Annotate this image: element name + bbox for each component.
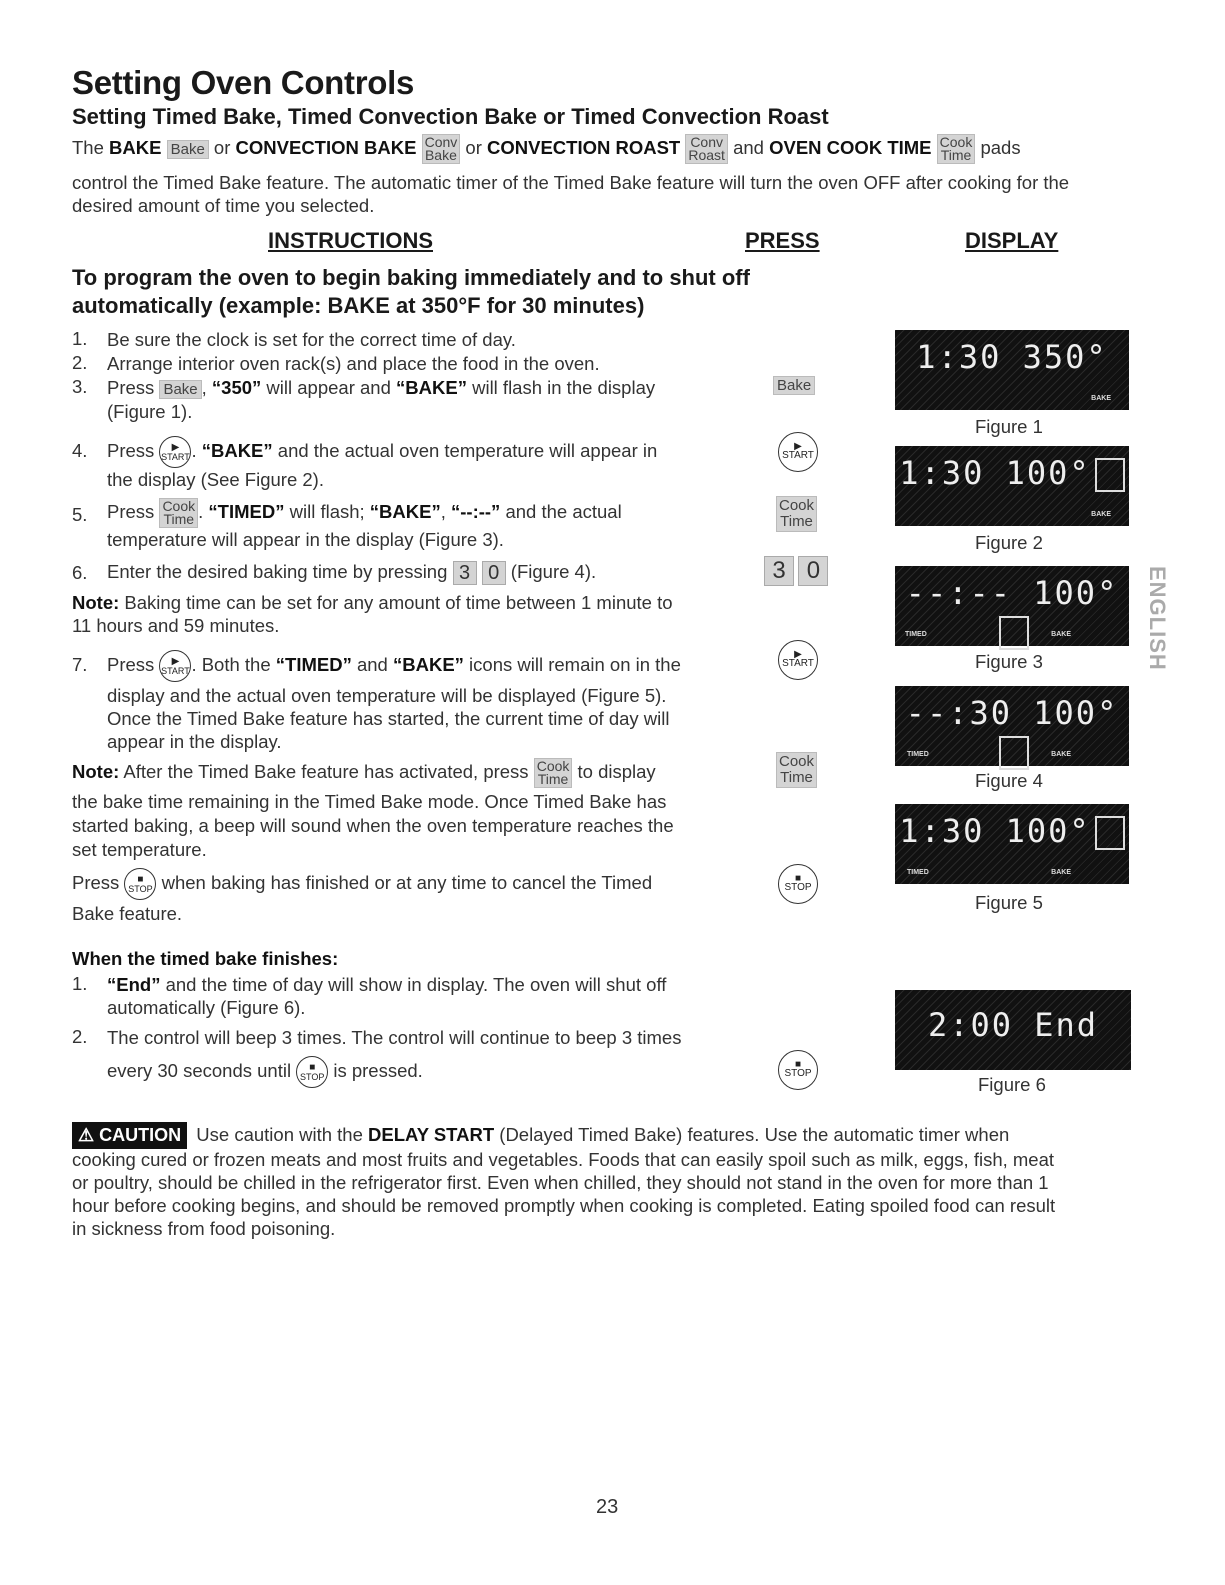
display-readout bbox=[895, 574, 1129, 650]
step-text: “BAKE” bbox=[201, 439, 273, 461]
page-title: Setting Oven Controls bbox=[72, 64, 415, 101]
step-text: “BAKE” bbox=[393, 653, 464, 675]
figure-caption: Figure 6 bbox=[978, 1074, 1046, 1095]
step-2: Arrange interior oven rack(s) and place the food in the oven. bbox=[107, 353, 600, 374]
stop-button-icon: ■ STOP bbox=[124, 868, 156, 900]
step-text: Enter the desired baking time by pressing bbox=[107, 561, 453, 582]
instructions-header: INSTRUCTIONS bbox=[268, 228, 433, 253]
step-text: when baking has finished or at any time to cancel the Timed bbox=[156, 871, 653, 893]
intro-bake: BAKE bbox=[109, 136, 162, 158]
note-2-cont: set temperature. bbox=[72, 839, 207, 860]
section-subtitle: Setting Timed Bake, Timed Convection Bake or Timed Convection Roast bbox=[72, 104, 829, 129]
program-heading-2: automatically (example: BAKE at 350°F for 30 minutes) bbox=[72, 293, 645, 318]
pad-line: Conv bbox=[424, 134, 458, 150]
pad-line: Cook bbox=[779, 497, 815, 514]
caution-line-1 bbox=[72, 1122, 1009, 1149]
intro-conv-bake: CONVECTION BAKE bbox=[235, 136, 417, 158]
readout-text: 1:30 100° bbox=[899, 812, 1091, 850]
intro-oven-cook-time: OVEN COOK TIME bbox=[769, 136, 932, 158]
step-number: 4. bbox=[72, 440, 88, 461]
pad-line: Cook bbox=[779, 753, 815, 770]
stop-instruction bbox=[72, 868, 652, 900]
step-text: “--:--” bbox=[451, 500, 501, 522]
step-6 bbox=[107, 560, 596, 585]
key-0: 0 bbox=[482, 561, 506, 585]
stop-button-icon: ■ STOP bbox=[778, 864, 818, 904]
press-keys bbox=[764, 556, 828, 586]
stop-button-icon: ■ STOP bbox=[296, 1056, 328, 1088]
press-cook-time bbox=[776, 752, 817, 788]
caution-line-2: cooking cured or frozen meats and most fruits and vegetables. Foods that can easily spoil such as milk, eggs, fish, meat bbox=[72, 1149, 1055, 1170]
step-text: , bbox=[440, 500, 451, 522]
caution-text: Use caution with the bbox=[191, 1124, 369, 1145]
note-2-cont: the bake time remaining in the Timed Bake mode. Once Timed Bake has bbox=[72, 791, 667, 812]
cook-time-pad bbox=[534, 758, 573, 788]
press-start bbox=[778, 432, 818, 472]
pad-label: STOP bbox=[784, 1068, 812, 1079]
step-number: 2. bbox=[72, 352, 88, 373]
intro-text: The bbox=[72, 136, 110, 158]
display-readout bbox=[895, 694, 1129, 770]
step-text: . bbox=[191, 439, 202, 461]
start-button-icon: ▶ START bbox=[159, 650, 191, 682]
caution-label: CAUTION bbox=[99, 1125, 182, 1145]
display-header: DISPLAY bbox=[965, 228, 1059, 253]
display-readout: 1:30 350° bbox=[916, 338, 1108, 376]
step-text: . bbox=[198, 500, 209, 522]
pad-line: Time bbox=[537, 771, 569, 787]
pad-line: Bake bbox=[424, 147, 457, 163]
step-text: “TIMED” bbox=[208, 500, 285, 522]
display-box-icon bbox=[999, 616, 1029, 650]
cook-time-pad bbox=[776, 752, 817, 788]
step-text: “End” bbox=[107, 974, 161, 995]
intro-text: or bbox=[460, 136, 487, 158]
caution-line-5: in sickness from food poisoning. bbox=[72, 1218, 336, 1239]
step-5 bbox=[107, 498, 622, 528]
note-label: Note: bbox=[72, 592, 120, 613]
caution-badge bbox=[72, 1122, 187, 1149]
finish-heading: When the timed bake finishes: bbox=[72, 948, 339, 969]
display-readout bbox=[895, 454, 1129, 492]
pad-line: Cook bbox=[162, 498, 196, 514]
caution-line-3: or poultry, should be chilled in the refrigerator first. Even when chilled, they should not stand in the oven for more than 1 bbox=[72, 1172, 1049, 1193]
figure-caption: Figure 5 bbox=[975, 892, 1043, 913]
pad-label: STOP bbox=[300, 1072, 325, 1082]
display-figure-4 bbox=[895, 686, 1129, 766]
display-readout bbox=[895, 812, 1129, 850]
step-7-cont: display and the actual oven temperature will be displayed (Figure 5). bbox=[107, 685, 667, 706]
note-label: Note: bbox=[72, 760, 120, 782]
step-number: 6. bbox=[72, 562, 88, 583]
pad-label: STOP bbox=[128, 884, 153, 894]
caution-text: DELAY START bbox=[368, 1124, 495, 1145]
step-text: Press bbox=[107, 500, 160, 522]
step-text: every 30 seconds until bbox=[107, 1059, 297, 1081]
step-number: 7. bbox=[72, 654, 88, 675]
display-figure-6 bbox=[895, 990, 1131, 1070]
bake-indicator: BAKE bbox=[1051, 631, 1071, 638]
bake-indicator: BAKE bbox=[1091, 511, 1111, 518]
note-text: Baking time can be set for any amount of time between 1 minute to bbox=[119, 592, 673, 613]
note-2-cont: started baking, a beep will sound when the oven temperature reaches the bbox=[72, 815, 674, 836]
stop-button-icon: ■ STOP bbox=[778, 1050, 818, 1090]
figure-caption: Figure 4 bbox=[975, 770, 1043, 791]
bake-pad: Bake bbox=[167, 140, 209, 159]
intro-line-3: desired amount of time you selected. bbox=[72, 195, 375, 216]
press-stop bbox=[778, 1050, 818, 1090]
step-text: will flash in the display bbox=[466, 377, 656, 398]
figure-caption: Figure 1 bbox=[975, 416, 1043, 437]
step-text: will flash; bbox=[284, 500, 370, 522]
pad-line: Time bbox=[940, 147, 972, 163]
press-bake bbox=[773, 376, 815, 395]
intro-line-1 bbox=[72, 134, 1021, 164]
start-button-icon: ▶ START bbox=[778, 432, 818, 472]
step-text: and bbox=[351, 653, 393, 675]
pad-label: STOP bbox=[784, 882, 812, 893]
step-text: Press bbox=[107, 653, 160, 675]
display-figure-3 bbox=[895, 566, 1129, 646]
step-text: and the actual oven temperature will appear in bbox=[272, 439, 658, 461]
pad-label: START bbox=[161, 452, 190, 462]
step-text: icons will remain on in the bbox=[463, 653, 681, 675]
timed-indicator: TIMED bbox=[907, 751, 929, 758]
finish-step-2-cont bbox=[107, 1056, 423, 1088]
cook-time-pad bbox=[159, 498, 198, 528]
timed-indicator: TIMED bbox=[907, 869, 929, 876]
figure-caption: Figure 2 bbox=[975, 532, 1043, 553]
cook-time-pad bbox=[776, 496, 817, 532]
bake-indicator: BAKE bbox=[1051, 869, 1071, 876]
display-figure-5 bbox=[895, 804, 1129, 884]
key-3: 3 bbox=[764, 556, 794, 586]
step-text: is pressed. bbox=[328, 1059, 423, 1081]
step-4 bbox=[107, 436, 657, 468]
step-7-cont: Once the Timed Bake feature has started, the current time of day will bbox=[107, 708, 670, 729]
step-number: 1. bbox=[72, 973, 88, 994]
step-text: and the time of day will show in display. The oven will shut off bbox=[160, 974, 667, 995]
start-button-icon: ▶ START bbox=[778, 640, 818, 680]
pad-line: Cook bbox=[939, 134, 973, 150]
key-0: 0 bbox=[798, 556, 828, 586]
intro-text: and bbox=[727, 136, 770, 158]
pad-line: Cook bbox=[536, 758, 570, 774]
step-number: 2. bbox=[72, 1026, 88, 1047]
press-stop bbox=[778, 864, 818, 904]
bake-pad: Bake bbox=[159, 380, 201, 399]
pad-label: START bbox=[782, 450, 814, 461]
press-header: PRESS bbox=[745, 228, 820, 253]
readout-text: --:-- 100° bbox=[905, 574, 1119, 612]
step-1: Be sure the clock is set for the correct time of day. bbox=[107, 329, 516, 350]
step-text: “350” bbox=[211, 377, 262, 398]
pad-line: Roast bbox=[688, 147, 725, 163]
step-text: and the actual bbox=[500, 500, 622, 522]
step-3 bbox=[107, 376, 655, 399]
step-text: Press bbox=[72, 871, 125, 893]
conv-roast-pad bbox=[685, 134, 728, 164]
warning-icon: ⚠ bbox=[78, 1125, 95, 1145]
intro-line-2: control the Timed Bake feature. The automatic timer of the Timed Bake feature will turn the oven OFF after cooking for the bbox=[72, 172, 1070, 193]
finish-step-1 bbox=[107, 973, 666, 996]
step-4-cont: the display (See Figure 2). bbox=[107, 469, 324, 490]
cook-time-pad bbox=[937, 134, 976, 164]
display-box-icon bbox=[1095, 816, 1125, 850]
note-text: to display bbox=[572, 760, 656, 782]
display-box-icon bbox=[999, 736, 1029, 770]
note-1 bbox=[72, 591, 673, 614]
step-text: will appear and bbox=[261, 377, 397, 398]
step-number: 3. bbox=[72, 376, 88, 397]
timed-indicator: TIMED bbox=[905, 631, 927, 638]
page-number: 23 bbox=[596, 1496, 619, 1518]
note-1-cont: 11 hours and 59 minutes. bbox=[72, 615, 280, 636]
intro-conv-roast: CONVECTION ROAST bbox=[487, 136, 681, 158]
step-7 bbox=[107, 650, 681, 682]
display-figure-1 bbox=[895, 330, 1129, 410]
note-2 bbox=[72, 758, 656, 788]
readout-text: 1:30 100° bbox=[899, 454, 1091, 492]
pad-line: Time bbox=[163, 511, 195, 527]
key-3: 3 bbox=[453, 561, 477, 585]
readout-text: --:30 100° bbox=[905, 694, 1119, 732]
intro-text: or bbox=[208, 136, 236, 158]
pad-line: Time bbox=[780, 769, 813, 786]
language-side-tab: ENGLISH bbox=[1145, 566, 1170, 671]
display-figure-2 bbox=[895, 446, 1129, 526]
step-text: , bbox=[201, 377, 212, 398]
note-text: After the Timed Bake feature has activated, press bbox=[119, 760, 534, 782]
intro-text: pads bbox=[975, 136, 1021, 158]
step-number: 1. bbox=[72, 328, 88, 349]
bake-indicator: BAKE bbox=[1091, 395, 1111, 402]
caution-text: (Delayed Timed Bake) features. Use the automatic timer when bbox=[494, 1124, 1010, 1145]
finish-step-2: The control will beep 3 times. The control will continue to beep 3 times bbox=[107, 1027, 682, 1048]
step-7-cont: appear in the display. bbox=[107, 731, 282, 752]
finish-step-1-cont: automatically (Figure 6). bbox=[107, 997, 306, 1018]
pad-line: Conv bbox=[690, 134, 723, 150]
pad-line: Time bbox=[780, 513, 813, 530]
step-text: “TIMED” bbox=[275, 653, 352, 675]
caution-line-4: hour before cooking begins, and should be removed promptly when cooking is completed. Eating spoiled food can result bbox=[72, 1195, 1056, 1216]
step-text: Press bbox=[107, 439, 160, 461]
press-cook-time bbox=[776, 496, 817, 532]
step-3-cont: (Figure 1). bbox=[107, 401, 193, 422]
step-text: . Both the bbox=[191, 653, 276, 675]
figure-caption: Figure 3 bbox=[975, 651, 1043, 672]
step-text: “BAKE” bbox=[396, 377, 467, 398]
step-number: 5. bbox=[72, 504, 88, 525]
conv-bake-pad bbox=[422, 134, 461, 164]
program-heading-1: To program the oven to begin baking immediately and to shut off bbox=[72, 265, 750, 290]
step-text: Press bbox=[107, 377, 160, 398]
bake-pad: Bake bbox=[773, 376, 815, 395]
display-readout: 2:00 End bbox=[927, 1006, 1099, 1044]
press-start bbox=[778, 640, 818, 680]
step-text: “BAKE” bbox=[369, 500, 441, 522]
step-text: (Figure 4). bbox=[505, 561, 597, 582]
step-5-cont: temperature will appear in the display (Figure 3). bbox=[107, 529, 504, 550]
stop-instruction-cont: Bake feature. bbox=[72, 903, 183, 924]
display-box-icon bbox=[1095, 458, 1125, 492]
pad-label: START bbox=[161, 666, 190, 676]
start-button-icon: ▶ START bbox=[159, 436, 191, 468]
bake-indicator: BAKE bbox=[1051, 751, 1071, 758]
pad-label: START bbox=[782, 658, 814, 669]
